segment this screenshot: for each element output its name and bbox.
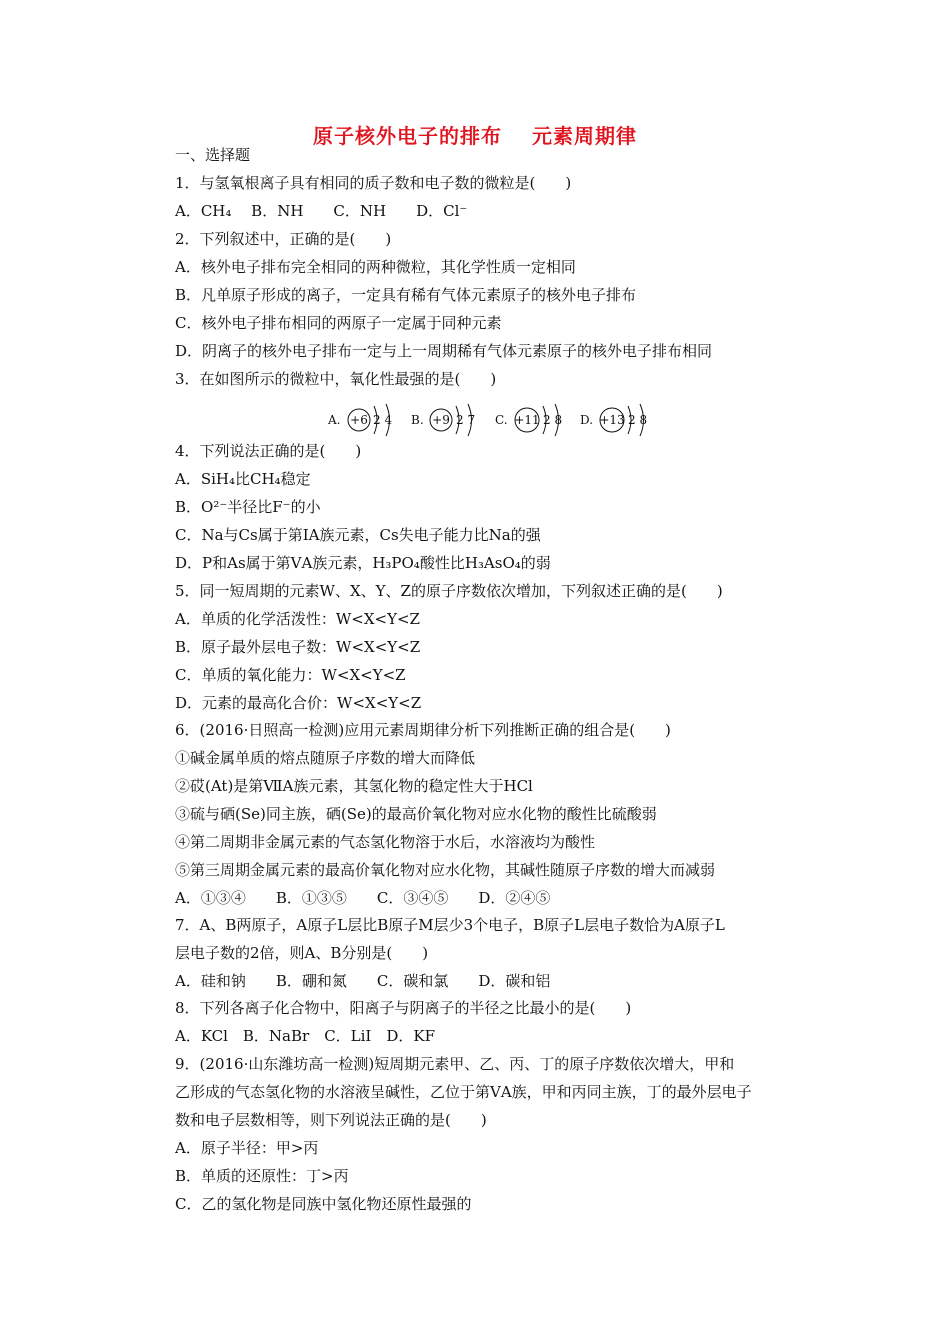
atom-a-diagram: [328, 404, 392, 436]
question-3: 3．在如图所示的微粒中，氧化性最强的是( ): [175, 370, 497, 388]
q9-option-b: B．单质的还原性：丁>丙: [175, 1167, 349, 1185]
atom-c-shells: 2 8: [543, 413, 563, 427]
question-7-line2: 层电子数的2倍，则A、B分别是( ): [175, 944, 429, 962]
q6-options: A．①③④ B．①③⑤ C．③④⑤ D．②④⑤: [175, 889, 551, 907]
q8-options: A．KCl B．NaBr C．LiI D．KF: [175, 1027, 435, 1045]
atom-a-shells: 2 4: [373, 413, 393, 427]
q5-option-c: C．单质的氧化能力：W<X<Y<Z: [175, 666, 406, 684]
atom-d-label: D.: [580, 413, 594, 427]
atom-b-diagram: [411, 404, 475, 436]
question-2: 2．下列叙述中，正确的是( ): [175, 230, 392, 248]
q5-option-b: B．原子最外层电子数：W<X<Y<Z: [175, 638, 421, 656]
q7-options: A．硅和钠 B．硼和氮 C．碳和氯 D．碳和铝: [175, 972, 551, 990]
q1-options: A．CH₄ B．NH C．NH D．Cl⁻: [175, 202, 468, 220]
question-6: 6．(2016·日照高一检测)应用元素周期律分析下列推断正确的组合是( ): [175, 721, 671, 739]
q6-statement-4: ④第二周期非金属元素的气态氢化物溶于水后，水溶液均为酸性: [175, 833, 596, 851]
q6-statement-1: ①碱金属单质的熔点随原子序数的增大而降低: [175, 749, 476, 767]
q9-option-c: C．乙的氢化物是同族中氢化物还原性最强的: [175, 1195, 472, 1213]
q2-option-b: B．凡单原子形成的离子，一定具有稀有气体元素原子的核外电子排布: [175, 286, 637, 304]
q5-option-a: A．单质的化学活泼性：W<X<Y<Z: [175, 610, 420, 628]
atom-b-shells: 2 7: [456, 413, 476, 427]
atom-b-nucleus: +9: [432, 413, 450, 427]
q2-option-c: C．核外电子排布相同的两原子一定属于同种元素: [175, 314, 502, 332]
q2-option-a: A．核外电子排布完全相同的两种微粒，其化学性质一定相同: [175, 258, 576, 276]
atom-b-label: B.: [411, 413, 424, 427]
atom-a-label: A.: [328, 413, 341, 427]
atom-d-shells: 2 8: [628, 413, 648, 427]
q6-statement-3: ③硫与硒(Se)同主族，硒(Se)的最高价氧化物对应水化物的酸性比硫酸弱: [175, 805, 657, 823]
q5-option-d: D．元素的最高化合价：W<X<Y<Z: [175, 694, 422, 712]
question-5: 5．同一短周期的元素W、X、Y、Z的原子序数依次增加，下列叙述正确的是( ): [175, 582, 723, 600]
q9-option-a: A．原子半径：甲>丙: [175, 1139, 319, 1157]
atom-d-diagram: [580, 404, 647, 436]
atom-structure-diagrams: [328, 402, 658, 438]
atom-c-nucleus: +11: [514, 413, 540, 427]
page-title: [0, 120, 950, 149]
atom-a-nucleus: +6: [350, 413, 368, 427]
q4-option-c: C．Na与Cs属于第ⅠA族元素，Cs失电子能力比Na的强: [175, 526, 541, 544]
question-9-line1: 9．(2016·山东潍坊高一检测)短周期元素甲、乙、丙、丁的原子序数依次增大，甲和: [175, 1055, 735, 1073]
question-7-line1: 7．A、B两原子，A原子L层比B原子M层少3个电子，B原子L层电子数恰为A原子L: [175, 916, 725, 934]
q6-statement-2: ②砹(At)是第ⅦA族元素，其氢化物的稳定性大于HCl: [175, 777, 533, 795]
question-9-line2: 乙形成的气态氢化物的水溶液呈碱性，乙位于第ⅤA族，甲和丙同主族，丁的最外层电子: [175, 1083, 752, 1101]
question-8: 8．下列各离子化合物中，阳离子与阴离子的半径之比最小的是( ): [175, 999, 632, 1017]
section-heading: 一、选择题: [175, 146, 251, 164]
atom-d-nucleus: +13: [599, 413, 625, 427]
atom-c-label: C.: [495, 413, 508, 427]
question-4: 4．下列说法正确的是( ): [175, 442, 362, 460]
q2-option-d: D．阴离子的核外电子排布一定与上一周期稀有气体元素原子的核外电子排布相同: [175, 342, 713, 360]
atom-c-diagram: [495, 404, 562, 436]
q4-option-d: D．P和As属于第ⅤA族元素，H₃PO₄酸性比H₃AsO₄的弱: [175, 554, 551, 572]
question-9-line3: 数和电子层数相等，则下列说法正确的是( ): [175, 1111, 487, 1129]
q4-option-b: B．O²⁻半径比F⁻的小: [175, 498, 321, 516]
q6-statement-5: ⑤第三周期金属元素的最高价氧化物对应水化物，其碱性随原子序数的增大而减弱: [175, 861, 716, 879]
q4-option-a: A．SiH₄比CH₄稳定: [175, 470, 311, 488]
title-part1: 原子核外电子的排布: [313, 124, 502, 148]
question-1: 1．与氢氧根离子具有相同的质子数和电子数的微粒是( ): [175, 174, 572, 192]
title-part2: 元素周期律: [532, 124, 637, 148]
